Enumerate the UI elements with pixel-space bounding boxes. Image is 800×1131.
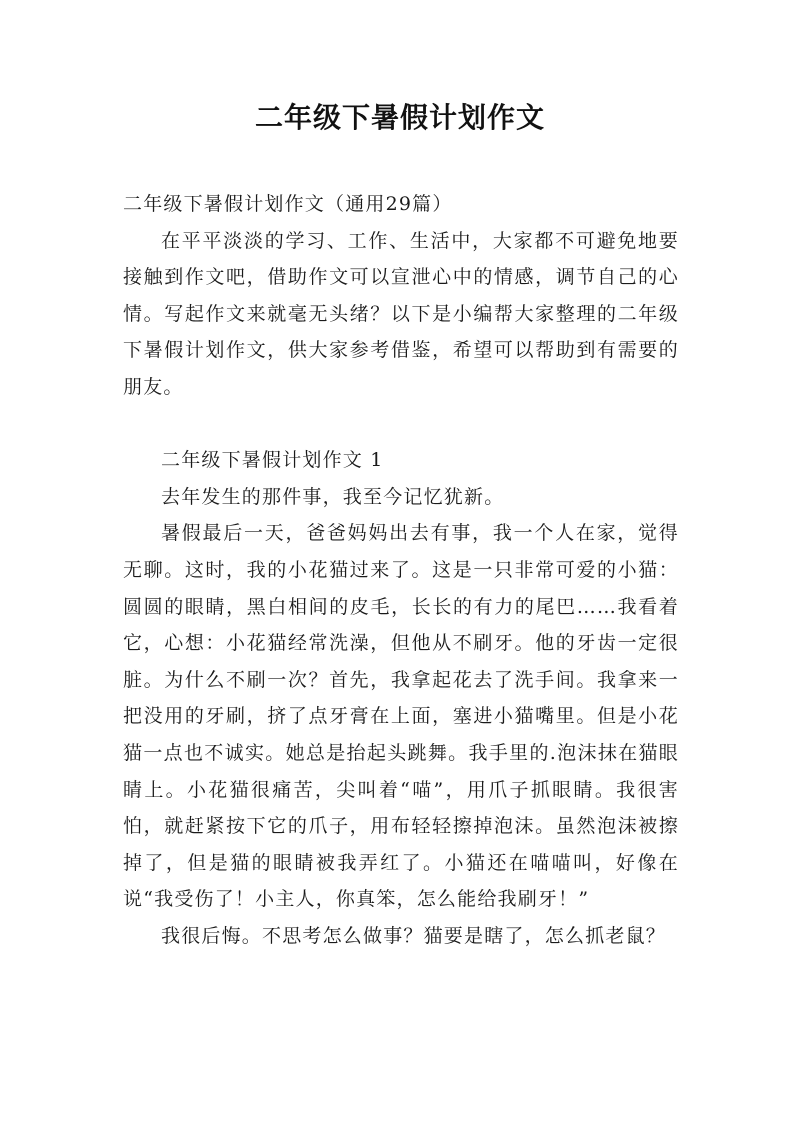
paragraph-spacer	[123, 406, 679, 443]
body-paragraph-3: 我很后悔。不思考怎么做事？猫要是瞎了，怎么抓老鼠？	[161, 924, 667, 947]
document-body	[123, 186, 679, 954]
intro-paragraph: 在平平淡淡的学习、工作、生活中，大家都不可避免地要接触到作文吧，借助作文可以宣泄心中的情感，调节自己的心情。写起作文来就毫无头绪？以下是小编帮大家整理的二年级下暑假计划作文，供大家参考借鉴，希望可以帮助到有需要的朋友。	[123, 229, 679, 398]
document-title: 二年级下暑假计划作文	[254, 101, 545, 134]
subtitle-line: 二年级下暑假计划作文（通用29篇）	[123, 193, 453, 215]
body-paragraph-1: 去年发生的那件事，我至今记忆犹新。	[161, 485, 505, 508]
body-paragraph-2: 暑假最后一天，爸爸妈妈出去有事，我一个人在家，觉得无聊。这时，我的小花猫过来了。这是一只非常可爱的小猫：圆圆的眼睛，黑白相间的皮毛，长长的有力的尾巴……我看着它，心想：小花猫经常洗澡，但他从不刷牙。他的牙齿一定很脏。为什么不刷一次？首先，我拿起花去了洗手间。我拿来一把没用的牙刷，挤了点牙膏在上面，塞进小猫嘴里。但是小花猫一点也不诚实。她总是抬起头跳舞。我手里的.泡沫抹在猫眼睛上。小花猫很痛苦，尖叫着“喵”，用爪子抓眼睛。我很害怕，就赶紧按下它的爪子，用布轻轻擦掉泡沫。虽然泡沫被擦掉了，但是猫的眼睛被我弄红了。小猫还在喵喵叫，好像在说“我受伤了！小主人，你真笨，怎么能给我刷牙！”	[123, 522, 679, 911]
section-heading: 二年级下暑假计划作文 1	[161, 449, 384, 472]
